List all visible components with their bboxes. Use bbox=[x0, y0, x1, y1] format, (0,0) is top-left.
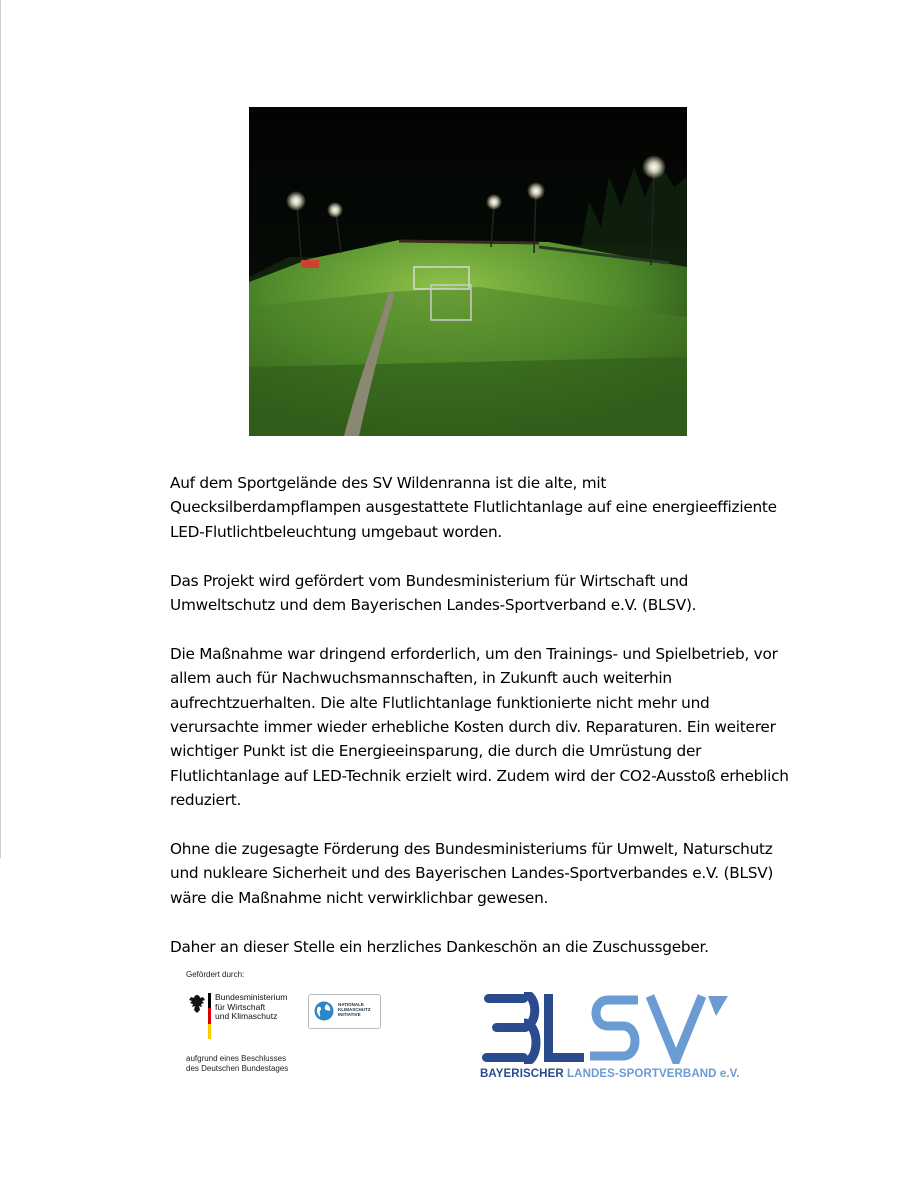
paragraph-funding: Das Projekt wird gefördert vom Bundesministerium für Wirtschaft und Umweltschutz und dem Bayerischen Landes-Sportverband e.V. (BLSV). bbox=[170, 571, 697, 615]
blsv-subtitle bbox=[480, 1068, 740, 1080]
flag-red bbox=[208, 1008, 211, 1023]
nki-line-1: NATIONALE bbox=[338, 1002, 364, 1007]
ministry-line-2: für Wirtschaft bbox=[215, 1001, 266, 1012]
paragraph-without-funding: Ohne die zugesagte Förderung des Bundesministeriums für Umwelt, Naturschutz und nukleare Sicherheit und des Bayerischen Landes-Sportverbandes e.V. (BLSV) wäre die Maßnahme nicht verwirklichbar gewesen. bbox=[170, 840, 774, 907]
blsv-logo bbox=[478, 992, 738, 1084]
paragraph-intro: Auf dem Sportgelände des SV Wildenranna ist die alte, mit Quecksilberdampflampen ausgestattete Flutlichtanlage auf eine energieeffiziente LED-Flutlichtbeleuchtung umgebaut worden. bbox=[170, 474, 777, 541]
blsv-wordmark bbox=[478, 992, 728, 1064]
flag-black bbox=[208, 993, 211, 1008]
decision-line-1: aufgrund eines Beschlusses bbox=[186, 1054, 287, 1063]
federal-funding-logo bbox=[180, 968, 400, 1078]
ministry-name bbox=[215, 993, 310, 1022]
nki-line-2: KLIMASCHUTZ bbox=[338, 1007, 371, 1013]
german-flag-stripe bbox=[208, 993, 211, 1039]
paragraph-reasons: Die Maßnahme war dringend erforderlich, um den Trainings- und Spielbetrieb, vor allem auch für Nachwuchsmannschaften, in Zukunft auch weiterhin aufrechtzuerhalten. Die alte Flutlichtanlage funktionierte nicht mehr und verursachte immer wieder erhebliche Kosten durch div. Reparaturen. Ein weiterer wichtiger Punkt ist die Energieeinsparung, die durch die Umrüstung der Flutlichtanlage auf LED-Technik erzielt wird. Zudem wird der CO2-Ausstoß erheblich reduziert. bbox=[170, 644, 789, 810]
decision-line-2: des Deutschen Bundestages bbox=[186, 1064, 289, 1073]
paragraph-thanks: Daher an dieser Stelle ein herzliches Dankeschön an die Zuschussgeber. bbox=[170, 937, 709, 956]
blsv-subtitle-dark: BAYERISCHER bbox=[480, 1068, 568, 1080]
flag-gold bbox=[208, 1024, 211, 1039]
globe-icon bbox=[314, 1001, 334, 1021]
ministry-line-3: und Klimaschutz bbox=[215, 1011, 278, 1021]
nki-line-3: INITIATIVE bbox=[338, 1012, 361, 1018]
funding-caption: Gefördert durch: bbox=[186, 970, 245, 979]
nki-text bbox=[338, 1002, 378, 1018]
photo-illustration bbox=[249, 107, 687, 436]
bundestag-decision-note bbox=[186, 1054, 346, 1074]
blsv-subtitle-light: LANDES-SPORTVERBAND e.V. bbox=[567, 1068, 740, 1080]
page-edge-line bbox=[0, 0, 1, 858]
floodlit-sports-field-photo bbox=[249, 107, 687, 436]
article-body bbox=[170, 471, 790, 983]
federal-eagle-icon bbox=[188, 994, 206, 1014]
ministry-line-1: Bundesministerium bbox=[215, 992, 288, 1002]
climate-initiative-badge bbox=[308, 994, 381, 1029]
